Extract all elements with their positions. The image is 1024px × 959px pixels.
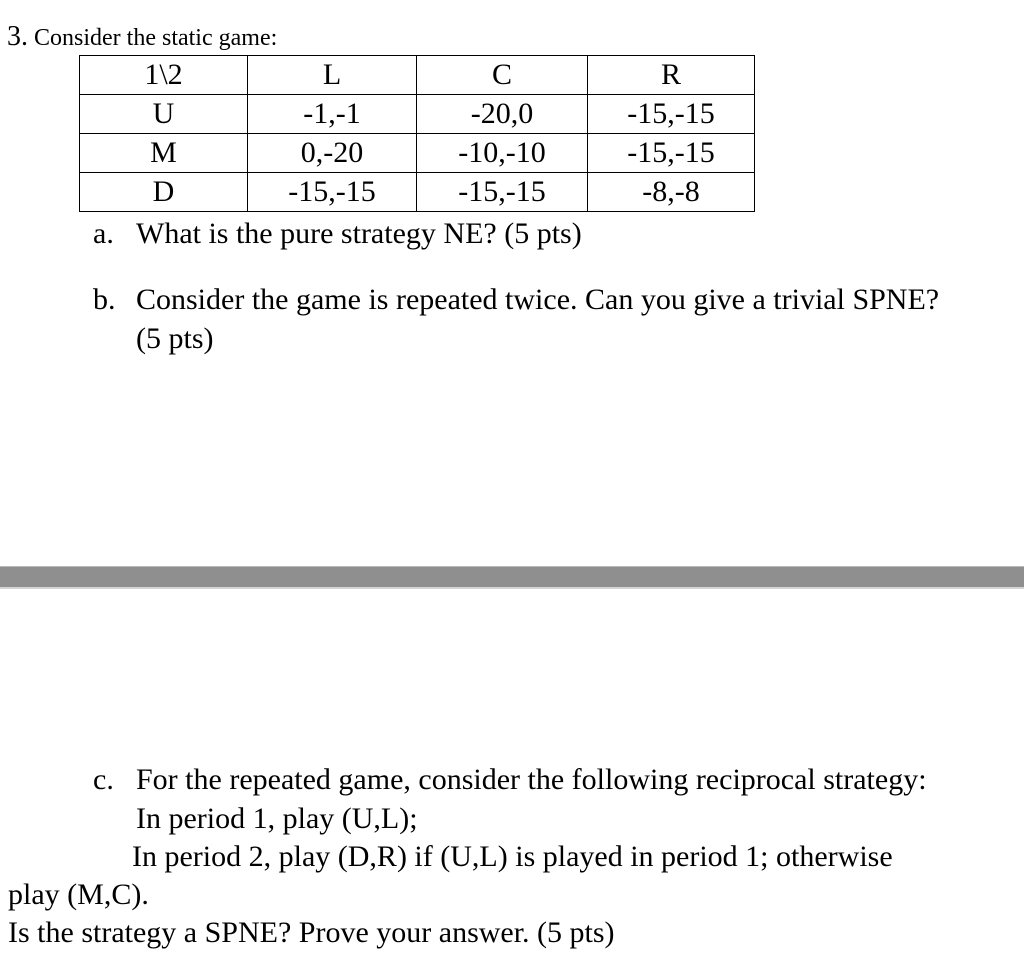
- part-c-period-1: In period 1, play (U,L);: [136, 802, 418, 835]
- question-title: Consider the static game:: [34, 25, 278, 51]
- part-b-text: Consider the game is repeated twice. Can you give a trivial SPNE?: [136, 283, 940, 316]
- payoff-cell: -1,-1: [248, 95, 417, 134]
- table-row: [80, 173, 755, 212]
- table-row: [80, 95, 755, 134]
- part-c-otherwise: play (M,C).: [8, 878, 149, 911]
- payoff-table: [79, 55, 755, 212]
- payoff-cell: -10,-10: [417, 134, 588, 173]
- payoff-cell: -15,-15: [248, 173, 417, 212]
- part-a-letter: a.: [93, 217, 114, 250]
- table-row: [80, 134, 755, 173]
- payoff-cell: -15,-15: [588, 95, 755, 134]
- column-header-l: L: [248, 56, 417, 95]
- payoff-cell: -8,-8: [588, 173, 755, 212]
- question-heading: [7, 22, 277, 53]
- part-c-period-2: In period 2, play (D,R) if (U,L) is played in period 1; otherwise: [132, 840, 893, 873]
- table-header-row: [80, 56, 755, 95]
- table-corner-cell: 1\2: [80, 56, 248, 95]
- part-b-points: (5 pts): [136, 322, 214, 355]
- column-header-r: R: [588, 56, 755, 95]
- part-b-letter: b.: [93, 283, 116, 316]
- payoff-cell: -20,0: [417, 95, 588, 134]
- question-number: 3.: [7, 21, 28, 52]
- part-a-text: What is the pure strategy NE? (5 pts): [136, 217, 582, 250]
- column-header-c: C: [417, 56, 588, 95]
- payoff-cell: 0,-20: [248, 134, 417, 173]
- part-c-question: Is the strategy a SPNE? Prove your answer. (5 pts): [8, 916, 615, 949]
- payoff-cell: -15,-15: [417, 173, 588, 212]
- row-header-m: M: [80, 134, 248, 173]
- row-header-u: U: [80, 95, 248, 134]
- row-header-d: D: [80, 173, 248, 212]
- part-c-text: For the repeated game, consider the following reciprocal strategy:: [136, 763, 927, 796]
- page-separator: [0, 566, 1024, 589]
- part-c-letter: c.: [93, 763, 114, 796]
- payoff-cell: -15,-15: [588, 134, 755, 173]
